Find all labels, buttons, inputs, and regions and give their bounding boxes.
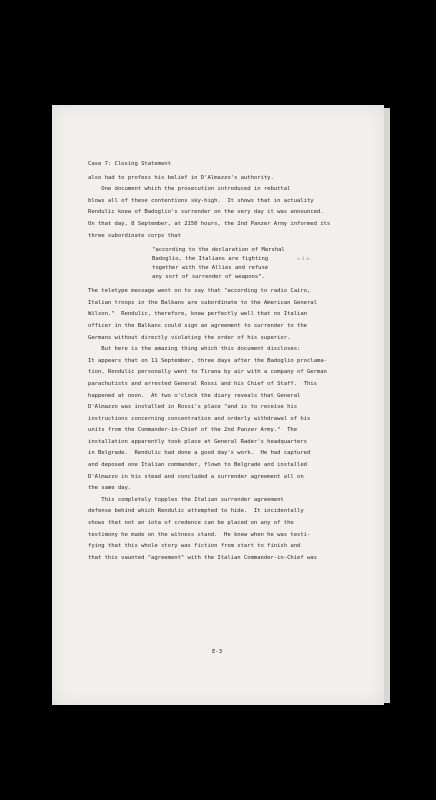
text-line: D'Almazzo in his stead and concluded a surrender agreement all on — [88, 473, 304, 480]
page-edge — [384, 108, 390, 703]
document-page — [52, 105, 384, 705]
text-line: installation apparently took place at General Rader's headquarters — [88, 438, 307, 445]
text-line: Wilson." Rendulic, therefore, knew perfectly well that no Italian — [88, 311, 307, 318]
text-line: and deposed one Italian commander, flown to Belgrade and installed — [88, 462, 307, 469]
text-line: Germans without directly violating the order of his superior. — [88, 334, 291, 341]
page-number: E-3 — [212, 649, 223, 655]
text-line: D'Almazzo was installed in Rossi's place "and is to receive his — [88, 404, 298, 411]
quote-line: Badoglio, the Italians are fighting — [152, 256, 269, 263]
margin-annotation: a.d.m. — [297, 256, 312, 261]
text-line: It appears that on 11 September, three days after the Badoglio proclama- — [88, 357, 327, 364]
text-line: also had to profess his belief in D'Almazzo's authority. — [88, 174, 274, 181]
document-header: Case 7: Closing Statement — [88, 161, 171, 167]
text-line: officer in the Balkans could sign an agreement to surrender to the — [88, 322, 307, 329]
text-line: defense behind which Rendulic attempted to hide. It incidentally — [88, 508, 304, 515]
text-line: The teletype message went on to say that "according to radio Cairo, — [88, 288, 311, 295]
text-line: the same day. — [88, 485, 132, 492]
quote-line: together with the Allies and refuse — [152, 265, 269, 272]
text-line: testimony he made on the witness stand. He knew when he was testi- — [88, 531, 311, 538]
text-line: happened at noon. At two o'clock the diary reveals that General — [88, 392, 301, 399]
text-line: tion, Rendulic personally went to Tirana by air with a company of German — [88, 369, 327, 376]
text-line: This completely topples the Italian surrender agreement — [88, 496, 284, 503]
quote-line: "according to the declaration of Marshal — [152, 247, 285, 254]
text-line: units from the Commander-in-Chief of the 2nd Panzer Army." The — [88, 427, 298, 434]
text-line: instructions concerning concentration and orderly withdrawal of his — [88, 415, 311, 422]
text-line: fying that this whole story was fiction from start to finish and — [88, 543, 301, 550]
text-line: But here is the amazing thing which this document discloses: — [88, 346, 301, 353]
text-line: that this vaunted "agreement" with the Italian Commander-in-Chief was — [88, 554, 317, 561]
text-line: in Belgrade. Rendulic had done a good day's work. He had captured — [88, 450, 311, 457]
document-body — [88, 159, 380, 564]
quote-line: any sort of surrender of weapons". — [152, 274, 265, 281]
text-line: three subordinate corps that — [88, 232, 181, 239]
text-line: parachutists and arrested General Rossi and his Chief of Staff. This — [88, 380, 317, 387]
text-line: On that day, 8 September, at 2150 hours, the 2nd Panzer Army informed its — [88, 220, 331, 227]
text-line: Italian troops in the Balkans are subordinate to the American General — [88, 299, 317, 306]
text-line: shows that not an iota of credence can be placed on any of the — [88, 520, 294, 527]
text-line: One document which the prosecution introduced in rebuttal — [88, 186, 291, 193]
text-line: blows all of these contentions sky-high. It shows that in actuality — [88, 197, 314, 204]
text-line: Rendulic knew of Badoglio's surrender on the very day it was announced. — [88, 209, 324, 216]
